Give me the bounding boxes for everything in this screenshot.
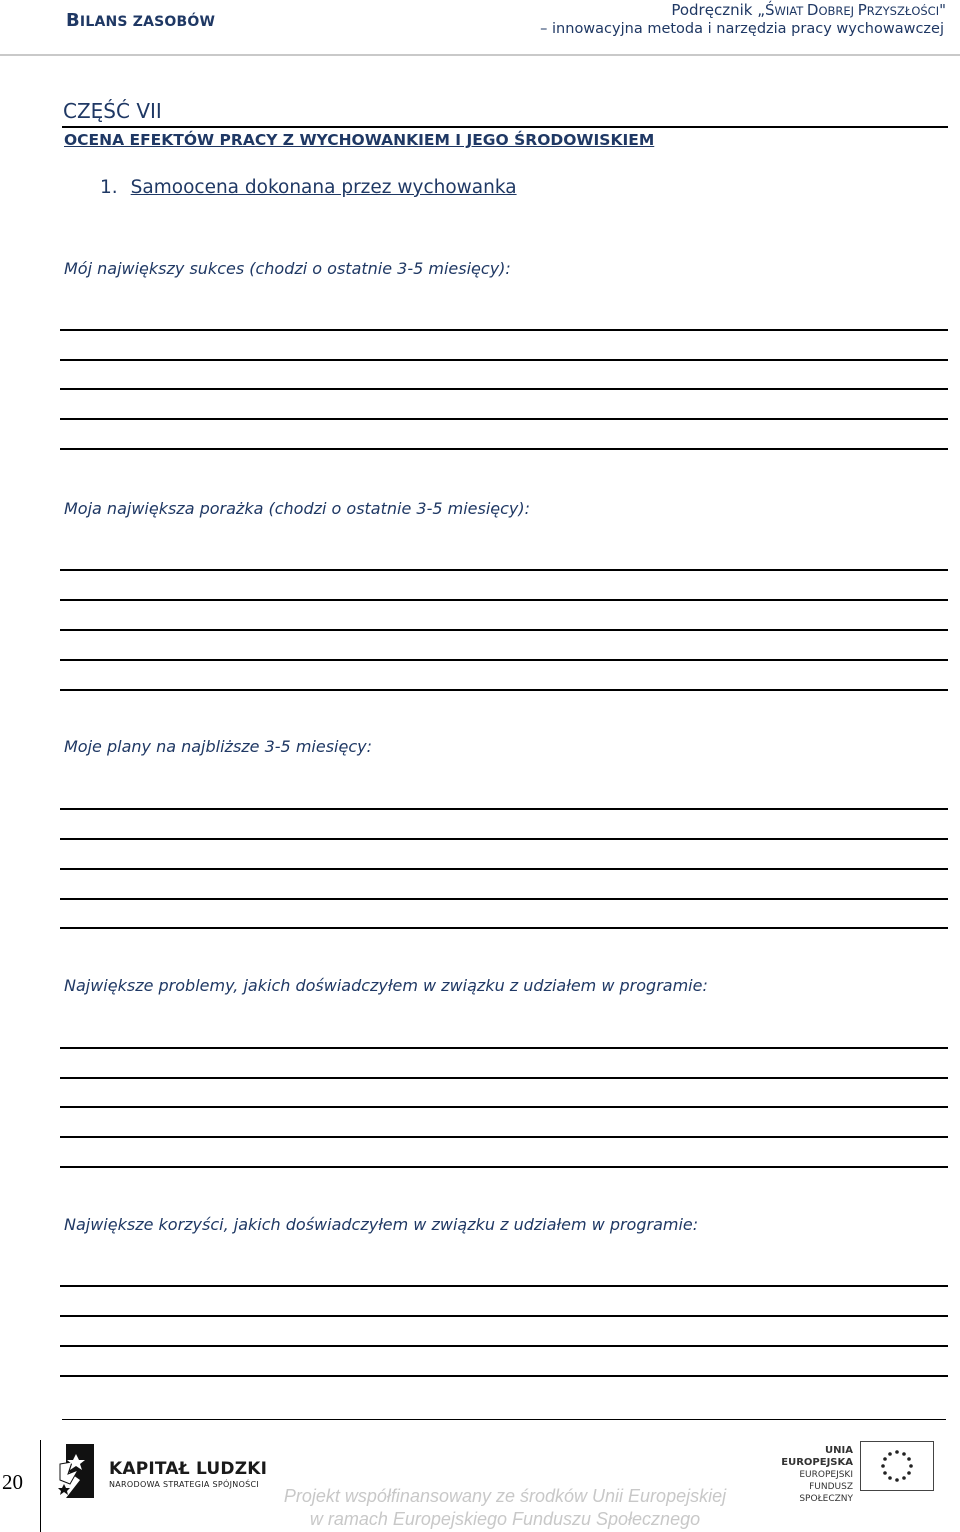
answer-line[interactable] <box>60 1375 948 1377</box>
page-number: 20 <box>2 1470 23 1494</box>
answer-line[interactable] <box>60 1166 948 1168</box>
answer-line[interactable] <box>60 359 948 361</box>
answer-line[interactable] <box>60 329 948 331</box>
footer-rule <box>62 1419 946 1420</box>
prompt-problems: Największe problemy, jakich doświadczyłem w związku z udziałem w programie: <box>64 976 708 995</box>
answer-line[interactable] <box>60 1047 948 1049</box>
answer-line[interactable] <box>60 1285 948 1287</box>
answer-line[interactable] <box>60 599 948 601</box>
answer-line[interactable] <box>60 868 948 870</box>
prompt-success: Mój największy sukces (chodzi o ostatnie 3-5 miesięcy): <box>64 259 511 278</box>
answer-line[interactable] <box>60 1315 948 1317</box>
section-title <box>100 177 517 198</box>
answer-line[interactable] <box>60 448 948 450</box>
part-label: CZĘŚĆ VII <box>63 99 162 123</box>
page-number-box <box>0 1440 41 1532</box>
header-left-title: BILANS ZASOBÓW <box>66 10 216 31</box>
prompt-failure: Moja największa porażka (chodzi o ostatnie 3-5 miesięcy): <box>64 499 531 518</box>
kapital-ludzki-logo-icon <box>56 1440 104 1502</box>
answer-line[interactable] <box>60 689 948 691</box>
prompt-plans: Moje plany na najbliższe 3-5 miesięcy: <box>64 737 372 756</box>
footer-note-line-1: Projekt współfinansowany ze środków Unii Europejskiej <box>283 1486 727 1506</box>
answer-line[interactable] <box>60 629 948 631</box>
part-rule <box>62 126 948 128</box>
kapital-ludzki-title: KAPITAŁ LUDZKI <box>109 1459 268 1479</box>
answer-line[interactable] <box>60 927 948 929</box>
prompt-benefits: Największe korzyści, jakich doświadczyłem w związku z udziałem w programie: <box>64 1215 699 1234</box>
header-book-subtitle: – innowacyjna metoda i narzędzia pracy wychowawczej <box>540 21 944 37</box>
answer-line[interactable] <box>60 898 948 900</box>
answer-line[interactable] <box>60 1136 948 1138</box>
answer-line[interactable] <box>60 569 948 571</box>
kapital-ludzki-subtitle: NARODOWA STRATEGIA SPÓJNOŚCI <box>109 1480 260 1489</box>
answer-line[interactable] <box>60 1077 948 1079</box>
answer-line[interactable] <box>60 1345 948 1347</box>
answer-line[interactable] <box>60 808 948 810</box>
part-title: OCENA EFEKTÓW PRACY Z WYCHOWANKIEM I JEGO ŚRODOWISKIEM <box>64 131 655 149</box>
header-book-title: Podręcznik „ŚWIAT DOBREJ PRZYSZŁOŚCI" <box>671 1 946 19</box>
eu-fund-label: UNIA EUROPEJSKA EUROPEJSKI FUNDUSZ SPOŁECZNY <box>781 1445 853 1504</box>
section-number: 1. <box>100 177 118 198</box>
answer-line[interactable] <box>60 418 948 420</box>
footer-note-line-2: w ramach Europejskiego Funduszu Społecznego <box>309 1509 701 1529</box>
eu-flag-icon <box>860 1441 934 1491</box>
answer-line[interactable] <box>60 838 948 840</box>
answer-line[interactable] <box>60 659 948 661</box>
section-title-text: Samoocena dokonana przez wychowanka <box>130 177 517 198</box>
answer-line[interactable] <box>60 1106 948 1108</box>
header-divider <box>0 54 960 56</box>
answer-line[interactable] <box>60 388 948 390</box>
